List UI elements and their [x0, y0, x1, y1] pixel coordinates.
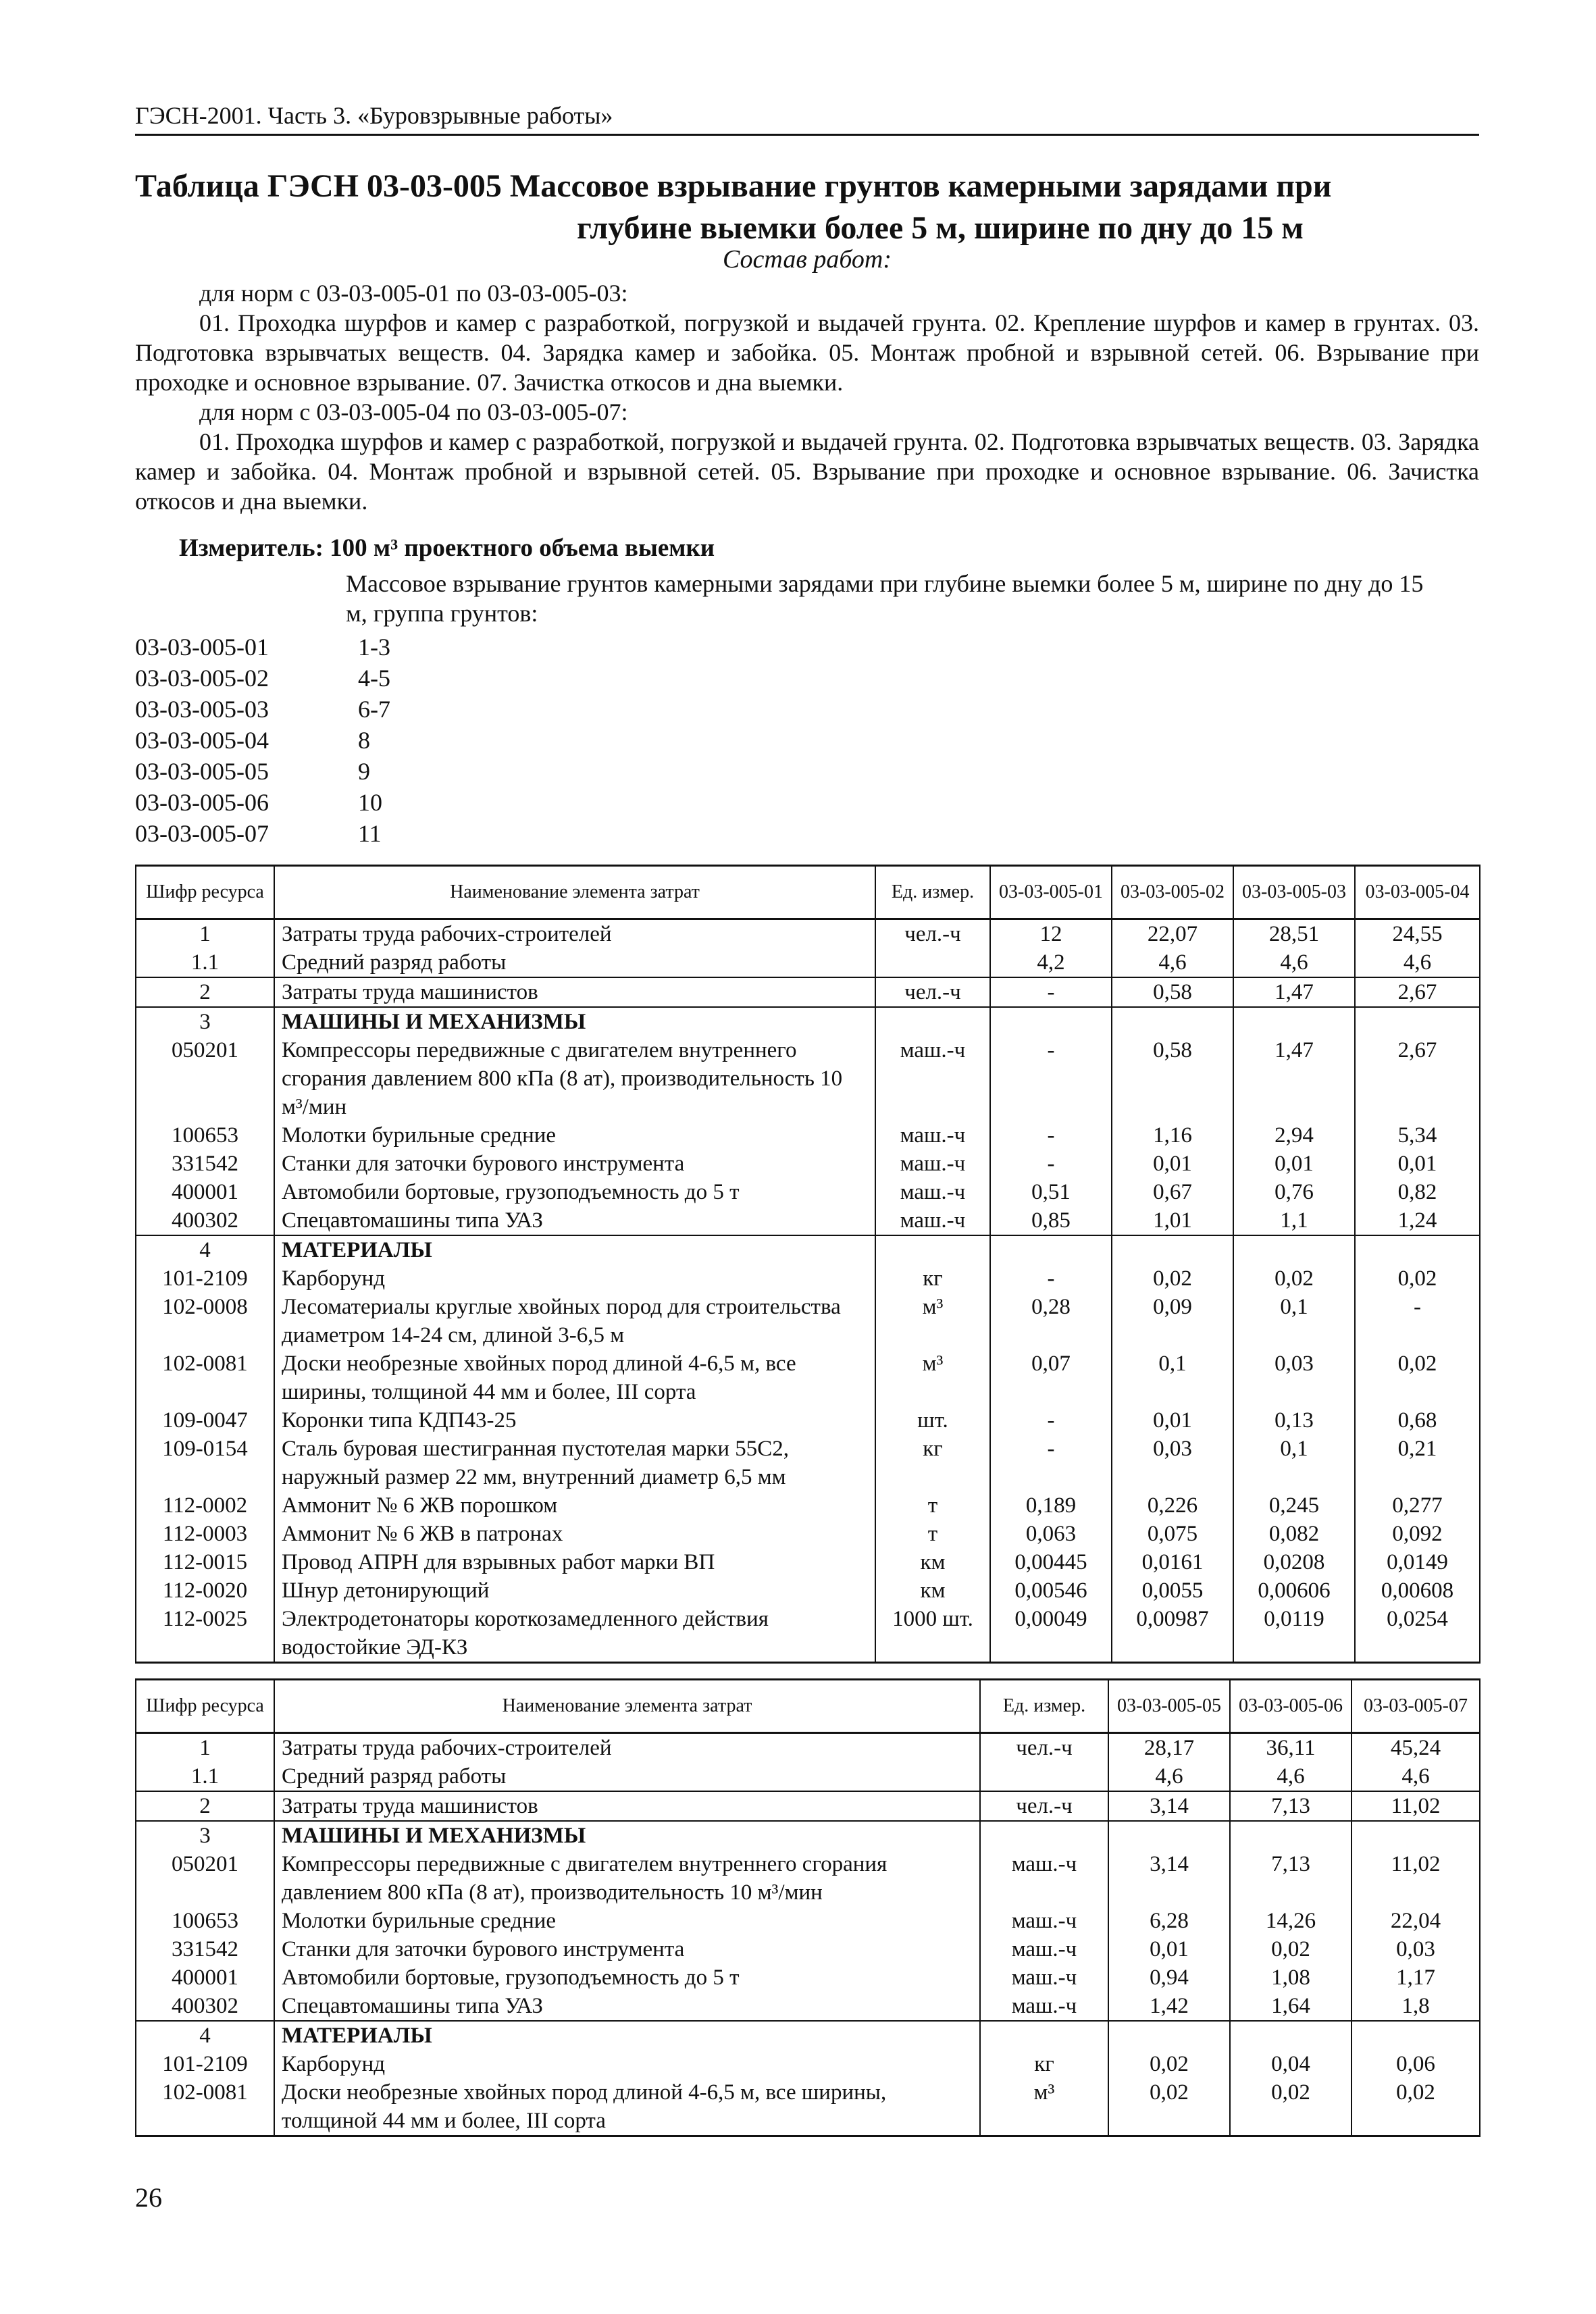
- cost-element-name: Автомобили бортовые, грузоподъемность до 5 т: [274, 1178, 875, 1206]
- norm-value: -: [990, 1036, 1112, 1121]
- norm-code: 03-03-005-03: [135, 696, 269, 723]
- norm-value: 24,55: [1355, 919, 1480, 949]
- norm-code: 03-03-005-01: [135, 634, 269, 661]
- table-row: [136, 1206, 1480, 1235]
- cost-element-name: Затраты труда машинистов: [274, 1791, 980, 1821]
- norm-value: 1,1: [1233, 1206, 1355, 1235]
- table-row: [136, 2021, 1480, 2050]
- norm-value: 0,13: [1233, 1406, 1355, 1435]
- cost-element-name: Спецавтомашины типа УАЗ: [274, 1206, 875, 1235]
- unit: км: [875, 1548, 990, 1576]
- column-header: 03-03-005-05: [1108, 1680, 1230, 1733]
- resource-code: 3: [136, 1007, 274, 1036]
- unit: т: [875, 1520, 990, 1548]
- norm-value: [1112, 1235, 1233, 1264]
- norm-value: 4,6: [1112, 948, 1233, 977]
- unit: маш.-ч: [980, 1850, 1108, 1907]
- unit: маш.-ч: [980, 1935, 1108, 1963]
- norm-value: 1,42: [1108, 1992, 1230, 2021]
- norm-value: 7,13: [1230, 1850, 1352, 1907]
- norm-value: 0,02: [1355, 1264, 1480, 1293]
- norm-value: [1233, 1007, 1355, 1036]
- unit: [875, 1235, 990, 1264]
- resource-code: 112-0002: [136, 1491, 274, 1520]
- norm-value: 36,11: [1230, 1733, 1352, 1763]
- table-row: [136, 2050, 1480, 2078]
- cost-element-name: Аммонит № 6 ЖВ в патронах: [274, 1520, 875, 1548]
- norm-value: 0,00546: [990, 1576, 1112, 1605]
- table-row: [136, 1733, 1480, 1763]
- resource-code: 1.1: [136, 948, 274, 977]
- resource-code: 400302: [136, 1992, 274, 2021]
- resource-code: 101-2109: [136, 1264, 274, 1293]
- norm-value: 0,01: [1233, 1150, 1355, 1178]
- unit: маш.-ч: [980, 1963, 1108, 1992]
- table-row: [136, 1121, 1480, 1150]
- table-row: [136, 1963, 1480, 1992]
- norm-code-row: [135, 818, 390, 849]
- norm-value: 2,67: [1355, 977, 1480, 1007]
- column-header: 03-03-005-02: [1112, 866, 1233, 919]
- norm-value: 0,04: [1230, 2050, 1352, 2078]
- norm-value: 0,02: [1352, 2078, 1480, 2136]
- resource-code: 109-0047: [136, 1406, 274, 1435]
- norm-value: 4,6: [1352, 1762, 1480, 1791]
- norm-value: 4,6: [1233, 948, 1355, 977]
- norm-value: 0,67: [1112, 1178, 1233, 1206]
- norm-code: 03-03-005-06: [135, 789, 269, 816]
- norm-value: 0,85: [990, 1206, 1112, 1235]
- cost-element-name: Карборунд: [274, 1264, 875, 1293]
- resource-code: 102-0081: [136, 2078, 274, 2136]
- norm-value: 0,21: [1355, 1435, 1480, 1491]
- norm-codes-list: [135, 632, 390, 849]
- norm-value: 22,04: [1352, 1907, 1480, 1935]
- norm-code: 03-03-005-02: [135, 665, 269, 692]
- norm-value: 3,14: [1108, 1791, 1230, 1821]
- norm-value: 0,02: [1108, 2078, 1230, 2136]
- table-title-line2: глубине выемки более 5 м, ширине по дну до 15 м: [576, 210, 1304, 246]
- table-row: [136, 1036, 1480, 1121]
- norm-value: 1,64: [1230, 1992, 1352, 2021]
- norm-value: 0,03: [1352, 1935, 1480, 1963]
- resource-code: 112-0003: [136, 1520, 274, 1548]
- resource-code: 109-0154: [136, 1435, 274, 1491]
- table-row: [136, 1762, 1480, 1791]
- resource-code: 100653: [136, 1907, 274, 1935]
- norm-value: 0,0254: [1355, 1605, 1480, 1663]
- resource-code: 331542: [136, 1150, 274, 1178]
- table-row: [136, 1293, 1480, 1349]
- resource-code: 1: [136, 1733, 274, 1763]
- works-text-1: 01. Проходка шурфов и камер с разработкой, погрузкой и выдачей грунта. 02. Крепление шурфов и камер в грунтах. 03. Подготовка взрывчатых веществ. 04. Зарядка камер и забойка. 05. Монтаж пробной и взрывной сетей. 06. Взрывание при проходке и основное взрывание. 07. Зачистка откосов и дна выемки.: [135, 309, 1479, 396]
- norm-value: [1108, 2021, 1230, 2050]
- norm-value: 0,0161: [1112, 1548, 1233, 1576]
- table-row: [136, 1520, 1480, 1548]
- norm-value: 0,075: [1112, 1520, 1233, 1548]
- norm-value: 4,6: [1230, 1762, 1352, 1791]
- resource-code: 101-2109: [136, 2050, 274, 2078]
- norm-value: 1,08: [1230, 1963, 1352, 1992]
- norm-value: 0,28: [990, 1293, 1112, 1349]
- table-row: [136, 1548, 1480, 1576]
- cost-element-name: Спецавтомашины типа УАЗ: [274, 1992, 980, 2021]
- cost-element-name: Сталь буровая шестигранная пустотелая марки 55С2, наружный размер 22 мм, внутренний диаметр 6,5 мм: [274, 1435, 875, 1491]
- soil-group: 10: [358, 789, 382, 816]
- resource-code: 102-0008: [136, 1293, 274, 1349]
- works-intro-1: для норм с 03-03-005-01 по 03-03-005-03:: [199, 280, 628, 307]
- norm-value: [1112, 1007, 1233, 1036]
- column-header: 03-03-005-04: [1355, 866, 1480, 919]
- cost-element-name: Затраты труда рабочих-строителей: [274, 1733, 980, 1763]
- column-header: Шифр ресурса: [136, 866, 274, 919]
- soil-group: 6-7: [358, 696, 390, 723]
- norm-value: 0,02: [1230, 1935, 1352, 1963]
- norm-value: 0,76: [1233, 1178, 1355, 1206]
- norm-value: -: [990, 1150, 1112, 1178]
- norm-value: 0,02: [1230, 2078, 1352, 2136]
- cost-element-name: Доски необрезные хвойных пород длиной 4-6,5 м, все ширины, толщиной 44 мм и более, III сорта: [274, 2078, 980, 2136]
- unit: кг: [875, 1264, 990, 1293]
- cost-element-name: Затраты труда рабочих-строителей: [274, 919, 875, 949]
- norm-value: -: [990, 1264, 1112, 1293]
- norm-value: 0,02: [1108, 2050, 1230, 2078]
- cost-element-name: Коронки типа КДП43-25: [274, 1406, 875, 1435]
- unit: чел.-ч: [980, 1791, 1108, 1821]
- norm-value: 0,0119: [1233, 1605, 1355, 1663]
- norm-value: -: [990, 977, 1112, 1007]
- norm-value: 0,82: [1355, 1178, 1480, 1206]
- unit: шт.: [875, 1406, 990, 1435]
- composition-label: Состав работ:: [722, 245, 892, 274]
- norm-value: 0,0149: [1355, 1548, 1480, 1576]
- norm-code: 03-03-005-04: [135, 727, 269, 754]
- norm-value: 4,6: [1355, 948, 1480, 977]
- norm-value: 0,00987: [1112, 1605, 1233, 1663]
- norm-value: 0,092: [1355, 1520, 1480, 1548]
- norm-value: 0,00445: [990, 1548, 1112, 1576]
- unit: маш.-ч: [980, 1992, 1108, 2021]
- unit: чел.-ч: [875, 977, 990, 1007]
- cost-element-name: Средний разряд работы: [274, 1762, 980, 1791]
- table-row: [136, 1576, 1480, 1605]
- table-title-line1: Таблица ГЭСН 03-03-005 Массовое взрывание грунтов камерными зарядами при: [135, 168, 1332, 204]
- norm-value: 0,02: [1355, 1349, 1480, 1406]
- norm-value: 14,26: [1230, 1907, 1352, 1935]
- cost-element-name: Провод АПРН для взрывных работ марки ВП: [274, 1548, 875, 1576]
- unit: т: [875, 1491, 990, 1520]
- unit: м³: [875, 1349, 990, 1406]
- norm-value: 5,34: [1355, 1121, 1480, 1150]
- table-row: [136, 1150, 1480, 1178]
- works-composition: [135, 278, 1479, 516]
- norm-value: -: [990, 1121, 1112, 1150]
- norm-value: -: [1355, 1293, 1480, 1349]
- table-row: [136, 1791, 1480, 1821]
- norm-value: 0,09: [1112, 1293, 1233, 1349]
- table-row: [136, 1007, 1480, 1036]
- norm-value: -: [990, 1406, 1112, 1435]
- norm-value: 0,01: [1355, 1150, 1480, 1178]
- norm-value: 1,17: [1352, 1963, 1480, 1992]
- table-row: [136, 1349, 1480, 1406]
- norm-value: 0,1: [1233, 1293, 1355, 1349]
- unit: [875, 1007, 990, 1036]
- table-title: [135, 165, 1479, 249]
- norm-value: 0,00606: [1233, 1576, 1355, 1605]
- norm-value: [1355, 1235, 1480, 1264]
- norm-value: 0,189: [990, 1491, 1112, 1520]
- soil-group: 9: [358, 758, 370, 785]
- resource-table-1: [135, 865, 1481, 1664]
- norm-value: 11,02: [1352, 1791, 1480, 1821]
- resource-code: 2: [136, 1791, 274, 1821]
- unit: [875, 948, 990, 977]
- norm-value: 6,28: [1108, 1907, 1230, 1935]
- cost-element-name: Лесоматериалы круглые хвойных пород для строительства диаметром 14-24 см, длиной 3-6,5 м: [274, 1293, 875, 1349]
- unit: маш.-ч: [980, 1907, 1108, 1935]
- unit: маш.-ч: [875, 1150, 990, 1178]
- norm-value: 0,1: [1112, 1349, 1233, 1406]
- unit: [980, 1762, 1108, 1791]
- norm-value: 0,01: [1112, 1406, 1233, 1435]
- table-row: [136, 1435, 1480, 1491]
- column-header: Шифр ресурса: [136, 1680, 274, 1733]
- norm-value: 1,24: [1355, 1206, 1480, 1235]
- norm-value: 11,02: [1352, 1850, 1480, 1907]
- table-row: [136, 948, 1480, 977]
- unit: [980, 1821, 1108, 1850]
- table-row: [136, 1178, 1480, 1206]
- norm-value: 22,07: [1112, 919, 1233, 949]
- norm-value: 0,245: [1233, 1491, 1355, 1520]
- column-header: 03-03-005-03: [1233, 866, 1355, 919]
- unit: маш.-ч: [875, 1178, 990, 1206]
- cost-element-name: Электродетонаторы короткозамедленного действия водостойкие ЭД-КЗ: [274, 1605, 875, 1663]
- norm-value: [990, 1235, 1112, 1264]
- norm-value: 28,51: [1233, 919, 1355, 949]
- norm-value: [1233, 1235, 1355, 1264]
- table-row: [136, 1850, 1480, 1907]
- cost-element-name: МАТЕРИАЛЫ: [274, 1235, 875, 1264]
- resource-code: 102-0081: [136, 1349, 274, 1406]
- resource-code: 112-0025: [136, 1605, 274, 1663]
- norm-description: Массовое взрывание грунтов камерными зарядами при глубине выемки более 5 м, ширине по дну до 15 м, группа грунтов:: [346, 570, 1424, 627]
- norm-value: 0,94: [1108, 1963, 1230, 1992]
- norm-value: 0,01: [1112, 1150, 1233, 1178]
- cost-element-name: Станки для заточки бурового инструмента: [274, 1935, 980, 1963]
- table-row: [136, 1406, 1480, 1435]
- norm-value: 0,02: [1233, 1264, 1355, 1293]
- table-row: [136, 1907, 1480, 1935]
- resource-code: 112-0015: [136, 1548, 274, 1576]
- cost-element-name: Аммонит № 6 ЖВ порошком: [274, 1491, 875, 1520]
- table-header-row: [136, 1680, 1480, 1733]
- norm-value: 0,07: [990, 1349, 1112, 1406]
- column-header: 03-03-005-01: [990, 866, 1112, 919]
- table-row: [136, 1264, 1480, 1293]
- resource-code: 331542: [136, 1935, 274, 1963]
- resource-code: 112-0020: [136, 1576, 274, 1605]
- cost-element-name: Молотки бурильные средние: [274, 1121, 875, 1150]
- norm-code-row: [135, 694, 390, 725]
- norm-code-row: [135, 632, 390, 663]
- table-header-row: [136, 866, 1480, 919]
- norm-value: 1,47: [1233, 1036, 1355, 1121]
- unit: маш.-ч: [875, 1121, 990, 1150]
- norm-value: 0,02: [1112, 1264, 1233, 1293]
- measure-unit: Измеритель: 100 м³ проектного объема выемки: [179, 534, 715, 562]
- cost-element-name: Компрессоры передвижные с двигателем внутреннего сгорания давлением 800 кПа (8 ат), производительность 10 м³/мин: [274, 1850, 980, 1907]
- norm-value: 0,0208: [1233, 1548, 1355, 1576]
- table-row: [136, 1992, 1480, 2021]
- norm-value: 0,03: [1112, 1435, 1233, 1491]
- column-header: Ед. измер.: [875, 866, 990, 919]
- resource-code: 4: [136, 2021, 274, 2050]
- norm-value: [1355, 1007, 1480, 1036]
- norm-value: 0,082: [1233, 1520, 1355, 1548]
- resource-code: 400302: [136, 1206, 274, 1235]
- norm-value: 0,063: [990, 1520, 1112, 1548]
- norm-value: 1,16: [1112, 1121, 1233, 1150]
- cost-element-name: Станки для заточки бурового инструмента: [274, 1150, 875, 1178]
- soil-group: 8: [358, 727, 370, 754]
- norm-value: 2,67: [1355, 1036, 1480, 1121]
- cost-element-name: Шнур детонирующий: [274, 1576, 875, 1605]
- norm-value: 0,01: [1108, 1935, 1230, 1963]
- table-row: [136, 977, 1480, 1007]
- cost-element-name: Автомобили бортовые, грузоподъемность до 5 т: [274, 1963, 980, 1992]
- column-header: Наименование элемента затрат: [274, 866, 875, 919]
- unit: маш.-ч: [875, 1206, 990, 1235]
- norm-value: 0,06: [1352, 2050, 1480, 2078]
- resource-code: 2: [136, 977, 274, 1007]
- table-row: [136, 1821, 1480, 1850]
- norm-value: 3,14: [1108, 1850, 1230, 1907]
- column-header: Ед. измер.: [980, 1680, 1108, 1733]
- table-row: [136, 1235, 1480, 1264]
- norm-code-row: [135, 725, 390, 756]
- norm-value: 1,47: [1233, 977, 1355, 1007]
- table-row: [136, 1605, 1480, 1663]
- unit: чел.-ч: [875, 919, 990, 949]
- table-row: [136, 1935, 1480, 1963]
- norm-value: [1108, 1821, 1230, 1850]
- cost-element-name: Затраты труда машинистов: [274, 977, 875, 1007]
- norm-code-row: [135, 663, 390, 694]
- norm-value: 45,24: [1352, 1733, 1480, 1763]
- table-row: [136, 2078, 1480, 2136]
- norm-value: 0,03: [1233, 1349, 1355, 1406]
- cost-element-name: Доски необрезные хвойных пород длиной 4-6,5 м, все ширины, толщиной 44 мм и более, III сорта: [274, 1349, 875, 1406]
- cost-element-name: Карборунд: [274, 2050, 980, 2078]
- norm-value: [990, 1007, 1112, 1036]
- works-text-2: 01. Проходка шурфов и камер с разработкой, погрузкой и выдачей грунта. 02. Подготовка взрывчатых веществ. 03. Зарядка камер и забойка. 04. Монтаж пробной и взрывной сетей. 05. Взрывание при проходке и основное взрывание. 06. Зачистка откосов и дна выемки.: [135, 428, 1479, 515]
- norm-code: 03-03-005-07: [135, 820, 269, 847]
- norm-code: 03-03-005-05: [135, 758, 269, 785]
- soil-group: 11: [358, 820, 382, 847]
- norm-value: 0,58: [1112, 977, 1233, 1007]
- norm-value: 0,51: [990, 1178, 1112, 1206]
- resource-code: 1: [136, 919, 274, 949]
- norm-value: [1230, 2021, 1352, 2050]
- cost-element-name: МАШИНЫ И МЕХАНИЗМЫ: [274, 1007, 875, 1036]
- norm-value: 1,01: [1112, 1206, 1233, 1235]
- unit: 1000 шт.: [875, 1605, 990, 1663]
- norm-value: [1352, 2021, 1480, 2050]
- resource-code: 400001: [136, 1178, 274, 1206]
- resource-code: 1.1: [136, 1762, 274, 1791]
- table-row: [136, 1491, 1480, 1520]
- resource-code: 400001: [136, 1963, 274, 1992]
- page-number: 26: [135, 2182, 162, 2213]
- norm-value: 0,58: [1112, 1036, 1233, 1121]
- norm-code-row: [135, 787, 390, 818]
- unit: кг: [875, 1435, 990, 1491]
- unit: чел.-ч: [980, 1733, 1108, 1763]
- resource-code: 4: [136, 1235, 274, 1264]
- norm-value: 0,277: [1355, 1491, 1480, 1520]
- resource-table-2: [135, 1678, 1481, 2137]
- resource-code: 3: [136, 1821, 274, 1850]
- norm-code-row: [135, 756, 390, 787]
- norm-value: 1,8: [1352, 1992, 1480, 2021]
- norm-value: 0,00608: [1355, 1576, 1480, 1605]
- unit: [980, 2021, 1108, 2050]
- norm-value: 4,6: [1108, 1762, 1230, 1791]
- norm-value: 28,17: [1108, 1733, 1230, 1763]
- norm-value: 0,68: [1355, 1406, 1480, 1435]
- norm-value: -: [990, 1435, 1112, 1491]
- unit: м³: [980, 2078, 1108, 2136]
- norm-value: 0,00049: [990, 1605, 1112, 1663]
- norm-value: 0,0055: [1112, 1576, 1233, 1605]
- unit: км: [875, 1576, 990, 1605]
- resource-code: 050201: [136, 1036, 274, 1121]
- column-header: 03-03-005-07: [1352, 1680, 1480, 1733]
- unit: кг: [980, 2050, 1108, 2078]
- column-header: 03-03-005-06: [1230, 1680, 1352, 1733]
- unit: м³: [875, 1293, 990, 1349]
- soil-group: 4-5: [358, 665, 390, 692]
- norm-value: 0,1: [1233, 1435, 1355, 1491]
- resource-code: 050201: [136, 1850, 274, 1907]
- norm-value: 2,94: [1233, 1121, 1355, 1150]
- soil-group: 1-3: [358, 634, 390, 661]
- cost-element-name: Средний разряд работы: [274, 948, 875, 977]
- works-intro-2: для норм с 03-03-005-04 по 03-03-005-07:: [199, 398, 628, 426]
- resource-code: 100653: [136, 1121, 274, 1150]
- unit: маш.-ч: [875, 1036, 990, 1121]
- cost-element-name: МАШИНЫ И МЕХАНИЗМЫ: [274, 1821, 980, 1850]
- cost-element-name: МАТЕРИАЛЫ: [274, 2021, 980, 2050]
- norm-value: 0,226: [1112, 1491, 1233, 1520]
- running-header: ГЭСН-2001. Часть 3. «Буровзрывные работы»: [135, 101, 1479, 136]
- norm-value: 4,2: [990, 948, 1112, 977]
- norm-value: 12: [990, 919, 1112, 949]
- table-row: [136, 919, 1480, 949]
- norm-value: 7,13: [1230, 1791, 1352, 1821]
- norm-value: [1230, 1821, 1352, 1850]
- column-header: Наименование элемента затрат: [274, 1680, 980, 1733]
- norm-value: [1352, 1821, 1480, 1850]
- cost-element-name: Компрессоры передвижные с двигателем внутреннего сгорания давлением 800 кПа (8 ат), производительность 10 м³/мин: [274, 1036, 875, 1121]
- cost-element-name: Молотки бурильные средние: [274, 1907, 980, 1935]
